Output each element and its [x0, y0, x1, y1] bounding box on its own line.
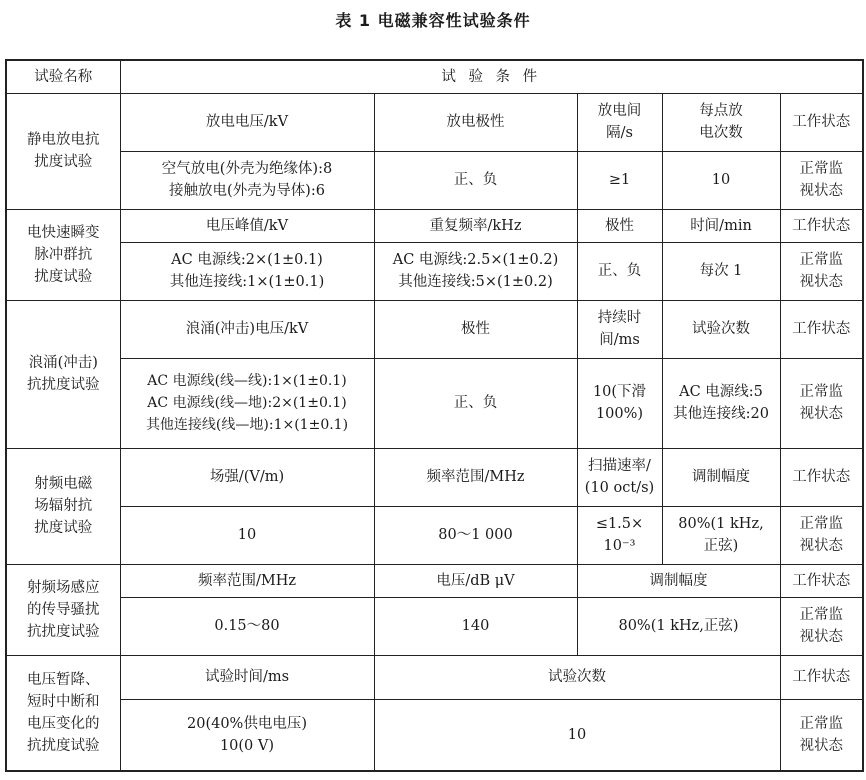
table-row — [6, 300, 863, 358]
eft-header-state: 工作状态 — [780, 209, 863, 242]
eft-header-time: 时间/min — [662, 209, 780, 242]
dip-count-value: 10 — [374, 699, 780, 771]
esd-header-voltage: 放电电压/kV — [120, 93, 374, 151]
surge-header-count: 试验次数 — [662, 300, 780, 358]
table-row — [6, 358, 863, 448]
cs-state-value: 正常监 视状态 — [780, 597, 863, 655]
table-title: 表 1 电磁兼容性试验条件 — [335, 11, 531, 30]
esd-count-value: 10 — [662, 151, 780, 209]
cs-voltage-value: 140 — [374, 597, 577, 655]
surge-polarity-value: 正、负 — [374, 358, 577, 448]
cs-header-voltage: 电压/dB μV — [374, 564, 577, 597]
eft-header-peak: 电压峰值/kV — [120, 209, 374, 242]
surge-duration-value: 10(下滑 100%) — [577, 358, 662, 448]
rs-header-freq: 频率范围/MHz — [374, 448, 577, 506]
dip-header-count: 试验次数 — [374, 655, 780, 699]
table-row — [6, 655, 863, 699]
eft-state-value: 正常监 视状态 — [780, 242, 863, 300]
surge-header-state: 工作状态 — [780, 300, 863, 358]
eft-polarity-value: 正、负 — [577, 242, 662, 300]
table-row — [6, 699, 863, 771]
rs-sweep-value: ≤1.5× 10⁻³ — [577, 506, 662, 564]
table-row — [6, 597, 863, 655]
rs-header-field: 场强/(V/m) — [120, 448, 374, 506]
rs-header-sweep: 扫描速率/ (10 oct/s) — [577, 448, 662, 506]
esd-state-value: 正常监 视状态 — [780, 151, 863, 209]
emc-test-conditions-table — [5, 59, 864, 772]
surge-count-value: AC 电源线:5 其他连接线:20 — [662, 358, 780, 448]
dip-header-state: 工作状态 — [780, 655, 863, 699]
test-name-rs: 射频电磁 场辐射抗 扰度试验 — [6, 448, 120, 564]
esd-polarity-value: 正、负 — [374, 151, 577, 209]
esd-header-count: 每点放 电次数 — [662, 93, 780, 151]
esd-header-interval: 放电间 隔/s — [577, 93, 662, 151]
esd-header-polarity: 放电极性 — [374, 93, 577, 151]
table-row — [6, 93, 863, 151]
cs-header-freq: 频率范围/MHz — [120, 564, 374, 597]
header-test-conditions: 试 验 条 件 — [120, 60, 863, 93]
rs-header-state: 工作状态 — [780, 448, 863, 506]
test-name-dip: 电压暂降、 短时中断和 电压变化的 抗扰度试验 — [6, 655, 120, 771]
dip-time-value: 20(40%供电电压) 10(0 V) — [120, 699, 374, 771]
table-row — [6, 151, 863, 209]
cs-header-modulation: 调制幅度 — [577, 564, 780, 597]
eft-freq-value: AC 电源线:2.5×(1±0.2) 其他连接线:5×(1±0.2) — [374, 242, 577, 300]
rs-modulation-value: 80%(1 kHz, 正弦) — [662, 506, 780, 564]
table-row — [6, 564, 863, 597]
rs-field-value: 10 — [120, 506, 374, 564]
test-name-esd: 静电放电抗 扰度试验 — [6, 93, 120, 209]
rs-header-modulation: 调制幅度 — [662, 448, 780, 506]
surge-header-voltage: 浪涌(冲击)电压/kV — [120, 300, 374, 358]
rs-freq-value: 80～1 000 — [374, 506, 577, 564]
dip-state-value: 正常监 视状态 — [780, 699, 863, 771]
eft-header-polarity: 极性 — [577, 209, 662, 242]
test-name-eft: 电快速瞬变 脉冲群抗 扰度试验 — [6, 209, 120, 300]
surge-state-value: 正常监 视状态 — [780, 358, 863, 448]
cs-header-state: 工作状态 — [780, 564, 863, 597]
dip-header-time: 试验时间/ms — [120, 655, 374, 699]
test-name-cs: 射频场感应 的传导骚扰 抗扰度试验 — [6, 564, 120, 655]
esd-interval-value: ≥1 — [577, 151, 662, 209]
eft-time-value: 每次 1 — [662, 242, 780, 300]
surge-header-duration: 持续时 间/ms — [577, 300, 662, 358]
eft-peak-value: AC 电源线:2×(1±0.1) 其他连接线:1×(1±0.1) — [120, 242, 374, 300]
table-row — [6, 506, 863, 564]
test-name-surge: 浪涌(冲击) 抗扰度试验 — [6, 300, 120, 448]
table-header-row — [6, 60, 863, 93]
surge-header-polarity: 极性 — [374, 300, 577, 358]
cs-freq-value: 0.15～80 — [120, 597, 374, 655]
header-test-name: 试验名称 — [6, 60, 120, 93]
table-row — [6, 209, 863, 242]
eft-header-freq: 重复频率/kHz — [374, 209, 577, 242]
cs-modulation-value: 80%(1 kHz,正弦) — [577, 597, 780, 655]
esd-header-state: 工作状态 — [780, 93, 863, 151]
esd-voltage-value: 空气放电(外壳为绝缘体):8 接触放电(外壳为导体):6 — [120, 151, 374, 209]
surge-voltage-value: AC 电源线(线—线):1×(1±0.1) AC 电源线(线—地):2×(1±0.1) 其他连接线(线—地):1×(1±0.1) — [120, 358, 374, 448]
table-row — [6, 448, 863, 506]
rs-state-value: 正常监 视状态 — [780, 506, 863, 564]
table-row — [6, 242, 863, 300]
